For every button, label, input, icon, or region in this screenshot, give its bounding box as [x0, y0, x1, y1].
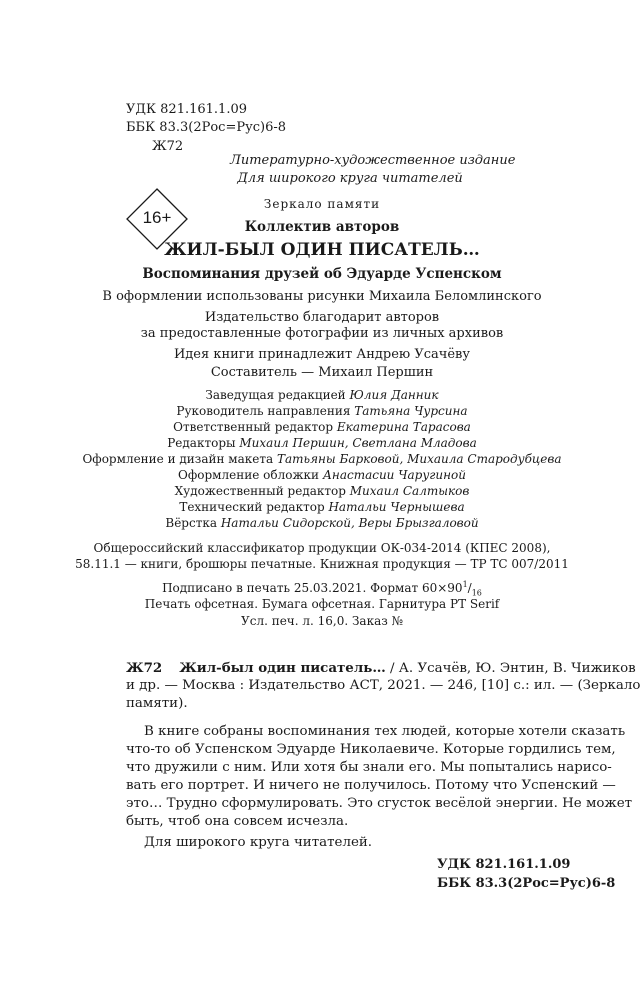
book-subtitle: Воспоминания друзей об Эдуарде Успенском — [142, 266, 502, 282]
compiler-note: Составитель — Михаил Першин — [210, 365, 434, 380]
thanks-line-2: за предоставленные фотографии из личных архивов — [140, 326, 504, 341]
print-paper-line: Печать офсетная. Бумага офсетная. Гарнитура PT Serif — [144, 597, 500, 611]
credit-line: Заведущая редакцией Юлия Данник — [205, 388, 439, 402]
annotation-line: что дружили с ним. Или хотя бы знали его. Мы попытались нарисо- — [126, 760, 612, 775]
audience-note: Для широкого круга читателей. — [144, 835, 373, 850]
credit-line: Художественный редактор Михаил Салтыков — [174, 484, 470, 498]
bibliography-line-2: и др. — Москва : Издательство АСТ, 2021. — 246, [10] с.: ил. — (Зеркало — [126, 678, 641, 693]
bbk-code: ББК 83.3(2Рос=Рус)6-8 — [126, 120, 287, 135]
annotation-line: вать его портрет. И ничего не получилось. Потому что Успенский — — [126, 778, 616, 793]
udk-code: УДК 821.161.1.09 — [126, 102, 247, 117]
credit-line: Технический редактор Натальи Чернышева — [179, 500, 465, 514]
edition-type-1: Литературно-художественное издание — [230, 153, 516, 168]
okp-line-2: 58.11.1 — книги, брошюры печатные. Книжная продукция — ТР ТС 007/2011 — [75, 557, 569, 571]
book-title: ЖИЛ-БЫЛ ОДИН ПИСАТЕЛЬ… — [164, 240, 480, 260]
age-rating-label: 16+ — [142, 208, 172, 227]
authors: Коллектив авторов — [244, 219, 400, 235]
credit-line: Редакторы Михаил Першин, Светлана Младова — [167, 436, 477, 450]
credit-line: Ответственный редактор Екатерина Тарасова — [173, 420, 471, 434]
bibliography-line-1: Ж72 Жил-был один писатель… / А. Усачёв, Ю. Энтин, В. Чижиков — [126, 660, 636, 676]
footer-bbk: ББК 83.3(2Рос=Рус)6-8 — [437, 876, 616, 891]
annotation-line: что-то об Успенском Эдуарде Николаевиче. Которые гордились тем, — [126, 742, 616, 757]
edition-type-2: Для широкого круга читателей — [237, 171, 463, 186]
annotation-line: быть, чтоб она совсем исчезла. — [126, 814, 349, 829]
bibliography-line-3: памяти). — [126, 696, 188, 711]
idea-note: Идея книги принадлежит Андрею Усачёву — [173, 347, 471, 362]
illustrations-note: В оформлении использованы рисунки Михаила Беломлинского — [102, 289, 542, 304]
credit-line: Вёрстка Натальи Сидорской, Веры Брызгаловой — [165, 516, 479, 530]
footer-udk: УДК 821.161.1.09 — [437, 857, 571, 872]
credit-line: Руководитель направления Татьяна Чурсина — [176, 404, 468, 418]
okp-line-1: Общероссийский классификатор продукции ОК-034-2014 (КПЕС 2008), — [93, 541, 551, 555]
print-signed-line: Подписано в печать 25.03.2021. Формат $60\times 90^1/_{16}$ — [162, 580, 482, 598]
credit-line: Оформление и дизайн макета Татьяны Барковой, Михаила Стародубцева — [82, 452, 562, 466]
annotation-line: это… Трудно сформулировать. Это сгусток весёлой энергии. Не может — [126, 796, 633, 811]
annotation-line: В книге собраны воспоминания тех людей, которые хотели сказать — [144, 724, 626, 739]
print-sheets-line: Усл. печ. л. 16,0. Заказ № — [241, 614, 403, 628]
author-sign: Ж72 — [152, 139, 184, 154]
credit-line: Оформление обложки Анастасии Чаругиной — [178, 468, 466, 482]
series-name: Зеркало памяти — [263, 197, 381, 211]
thanks-line-1: Издательство благодарит авторов — [204, 310, 440, 325]
